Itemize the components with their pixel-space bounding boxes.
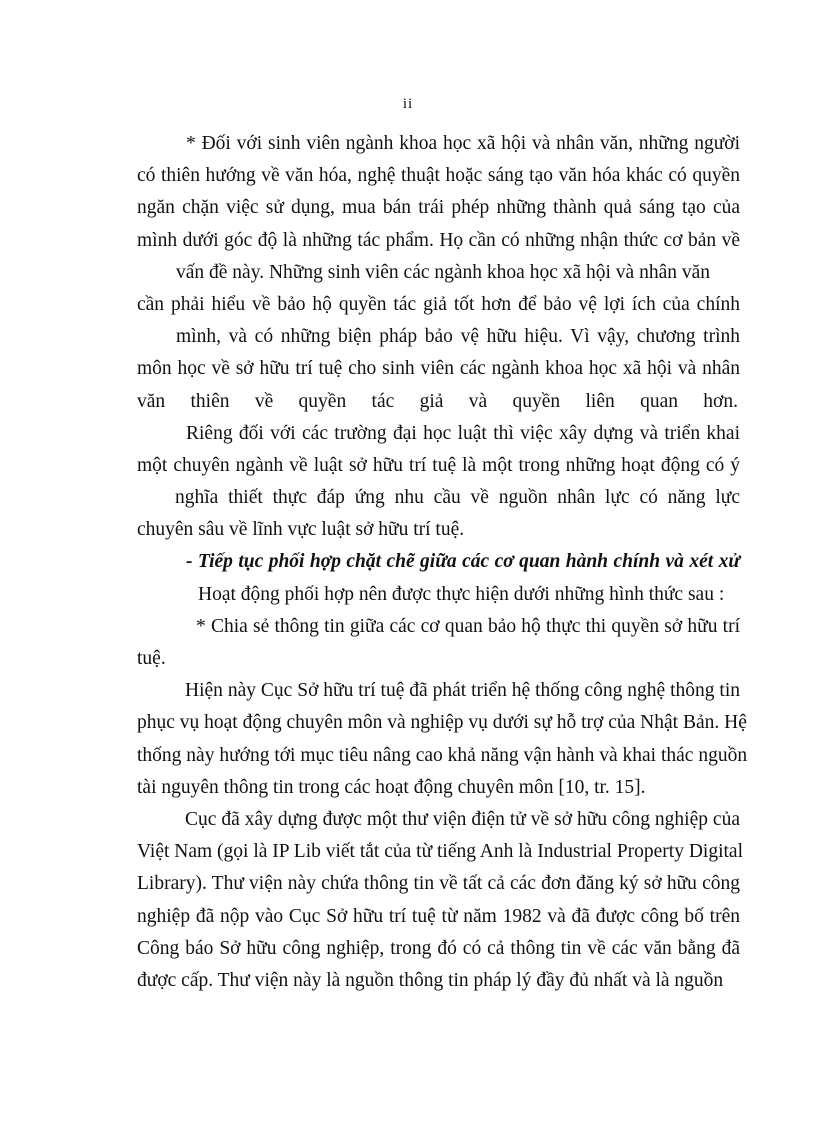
text-line: thống này hướng tới mục tiêu nâng cao khả năng vận hành và khai thác nguồn [137, 744, 748, 766]
text-line: cần phải hiểu về bảo hộ quyền tác giả tốt hơn để bảo vệ lợi ích của chính [137, 293, 740, 315]
text-line: nghĩa thiết thực đáp ứng nhu cầu về nguồn nhân lực có năng lực [175, 487, 740, 509]
text-line: ngăn chặn việc sử dụng, mua bán trái phép những thành quả sáng tạo của [137, 197, 740, 219]
text-line: nghiệp đã nộp vào Cục Sở hữu trí tuệ từ năm 1982 và đã được công bố trên [137, 905, 740, 927]
text-line: chuyên sâu về lĩnh vực luật sở hữu trí tuệ. [137, 519, 465, 541]
text-line: Hiện này Cục Sở hữu trí tuệ đã phát triển hệ thống công nghệ thông tin [185, 680, 740, 702]
text-line: Library). Thư viện này chứa thông tin về tất cả các đơn đăng ký sở hữu công [137, 873, 740, 895]
text-line: * Đối với sinh viên ngành khoa học xã hội và nhân văn, những người [186, 133, 740, 154]
text-line: có thiên hướng về văn hóa, nghệ thuật hoặc sáng tạo văn hóa khác có quyền [137, 165, 740, 187]
text-line: Cục đã xây dựng được một thư viện điện tử về sở hữu công nghiệp của [185, 808, 740, 830]
text-line: mình, và có những biện pháp bảo vệ hữu hiệu. Vì vậy, chương trình [176, 326, 740, 348]
text-line: môn học về sở hữu trí tuệ cho sinh viên các ngành khoa học xã hội và nhân [137, 358, 740, 380]
text-line: được cấp. Thư viện này là nguồn thông tin pháp lý đầy đủ nhất và là nguồn [137, 969, 724, 991]
text-line: Hoạt động phối hợp nên được thực hiện dưới những hình thức sau : [198, 583, 725, 605]
text-line: Riêng đối với các trường đại học luật thì việc xây dựng và triển khai [186, 422, 740, 444]
text-line: mình dưới góc độ là những tác phẩm. Họ cần có những nhận thức cơ bản về [137, 229, 740, 251]
document-body [137, 128, 748, 997]
text-line: văn thiên về quyền tác giả và quyền liên quan hơn. [137, 390, 738, 412]
text-line: Việt Nam (gọi là IP Lib viết tắt của từ tiếng Anh là Industrial Property Digital [137, 841, 744, 863]
text-line: một chuyên ngành về luật sở hữu trí tuệ là một trong những hoạt động có ý [137, 454, 740, 476]
page-number: ii [402, 96, 414, 112]
text-line: tài nguyên thông tin trong các hoạt động chuyên môn [10, tr. 15]. [137, 776, 646, 798]
text-line: Công báo Sở hữu công nghiệp, trong đó có cả thông tin về các văn bằng đã [137, 937, 740, 959]
text-line: phục vụ hoạt động chuyên môn và nghiệp vụ dưới sự hỗ trợ của Nhật Bản. Hệ [137, 712, 747, 734]
text-line: * Chia sẻ thông tin giữa các cơ quan bảo hộ thực thi quyền sở hữu trí [196, 615, 740, 637]
text-line: vấn đề này. Những sinh viên các ngành khoa học xã hội và nhân văn [176, 261, 711, 283]
section-heading: - Tiếp tục phối hợp chặt chẽ giữa các cơ quan hành chính và xét xử [186, 551, 740, 573]
text-line: tuệ. [137, 648, 166, 669]
